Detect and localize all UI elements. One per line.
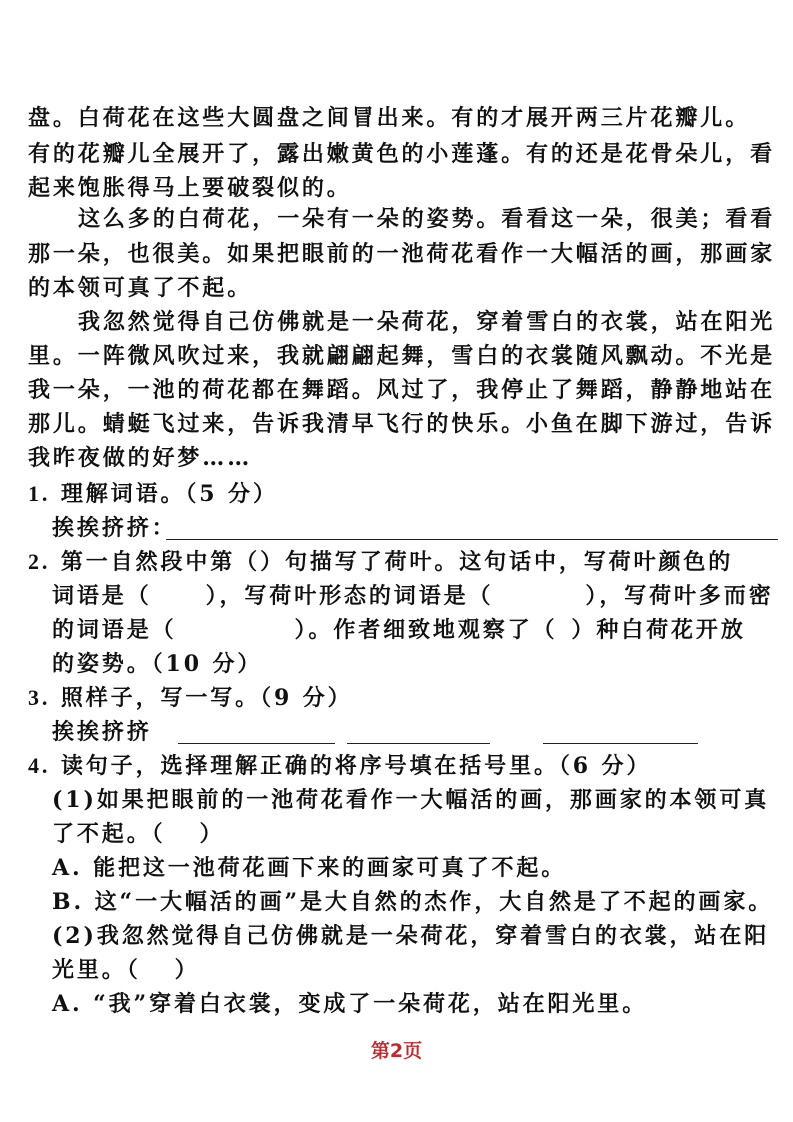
question-2-text-2b: ），写荷叶形态的词语是（ (205, 583, 494, 609)
question-3 (28, 682, 353, 714)
question-4-number: 4. (28, 753, 51, 778)
question-2-text-3a: 的词语是（ (52, 617, 177, 643)
question-2-text-1b: ）句描写了荷叶。这句话中，写荷叶颜色的 (260, 549, 734, 575)
question-1 (28, 478, 278, 510)
question-2-text-3b: ）。作者细致地观察了（ (294, 617, 558, 643)
passage-line-5: 那一朵，也很美。如果把眼前的一池荷花看作一大幅活的画，那画家 (28, 241, 776, 267)
question-2-number: 2. (28, 549, 51, 574)
question-2-text-3c: ）种白荷花开放 (571, 617, 746, 643)
passage-line-10: 那儿。蜻蜓飞过来，告诉我清早飞行的快乐。小鱼在脚下游过，告诉 (28, 411, 776, 437)
question-2-text-2a: 词语是（ (52, 583, 152, 609)
passage-line-1: 盘。白荷花在这些大圆盘之间冒出来。有的才展开两三片花瓣儿。 (28, 105, 751, 131)
question-2-line-2 (52, 580, 774, 612)
question-2-line-1 (28, 546, 733, 578)
passage-line-9: 我一朵，一池的荷花都在舞蹈。风过了，我停止了舞蹈，静静地站在 (28, 377, 776, 403)
passage-line-6: 的本领可真了不起。 (28, 275, 253, 301)
question-3-blank-2[interactable] (347, 742, 490, 744)
passage-line-4: 这么多的白荷花，一朵有一朵的姿势。看看这一朵，很美；看看 (78, 206, 776, 232)
passage-line-11: 我昨夜做的好梦…… (28, 445, 253, 471)
question-1-text: 理解词语。（5 分） (60, 481, 278, 507)
question-3-example: 挨挨挤挤 (52, 719, 152, 745)
question-2-line-3 (52, 614, 746, 646)
question-4-option-1a: A. 能把这一池荷花画下来的画家可真了不起。 (52, 855, 567, 881)
question-4-option-2a: A. “我”穿着白衣裳，变成了一朵荷花，站在阳光里。 (52, 991, 648, 1017)
passage-line-7: 我忽然觉得自己仿佛就是一朵荷花，穿着雪白的衣裳，站在阳光 (78, 309, 776, 335)
question-3-blank-1[interactable] (178, 742, 335, 744)
question-2-text-1a: 第一自然段中第（ (60, 549, 261, 575)
question-4-sentence-1-close: ） (199, 821, 225, 847)
question-2-text-2c: ），写荷叶多而密 (585, 583, 774, 609)
question-4 (28, 750, 651, 782)
question-1-answer-blank[interactable] (166, 538, 778, 540)
question-4-sentence-2-text: 光里。（ (52, 957, 141, 983)
passage-line-8: 里。一阵微风吹过来，我就翩翩起舞，雪白的衣裳随风飘动。不光是 (28, 343, 776, 369)
question-4-sentence-2-close: ） (174, 957, 200, 983)
question-4-sentence-2-line-1: (2)我忽然觉得自己仿佛就是一朵荷花，穿着雪白的衣裳，站在阳 (52, 923, 770, 949)
question-1-number: 1. (28, 481, 51, 506)
passage-line-3: 起来饱胀得马上要破裂似的。 (28, 175, 352, 201)
question-3-blank-3[interactable] (543, 742, 698, 744)
question-4-sentence-2-line-2 (52, 954, 200, 986)
page-number: 第2页 (370, 1040, 423, 1062)
question-3-text: 照样子，写一写。（9 分） (60, 685, 353, 711)
question-4-text: 读句子，选择理解正确的将序号填在括号里。（6 分） (60, 753, 652, 779)
question-3-number: 3. (28, 685, 51, 710)
question-4-option-1b: B. 这“一大幅活的画”是大自然的杰作，大自然是了不起的画家。 (52, 889, 774, 915)
question-1-term-line (52, 512, 177, 544)
question-1-term: 挨挨挤挤： (52, 515, 177, 541)
passage-line-2: 有的花瓣儿全展开了，露出嫩黄色的小莲蓬。有的还是花骨朵儿，看 (28, 141, 776, 167)
question-4-sentence-1-line-2 (52, 818, 224, 850)
question-4-sentence-1-text: 了不起。（ (52, 821, 166, 847)
question-2-line-4: 的姿势。（10 分） (52, 651, 263, 677)
question-4-sentence-1-line-1: (1)如果把眼前的一池荷花看作一大幅活的画，那画家的本领可真 (52, 787, 770, 813)
